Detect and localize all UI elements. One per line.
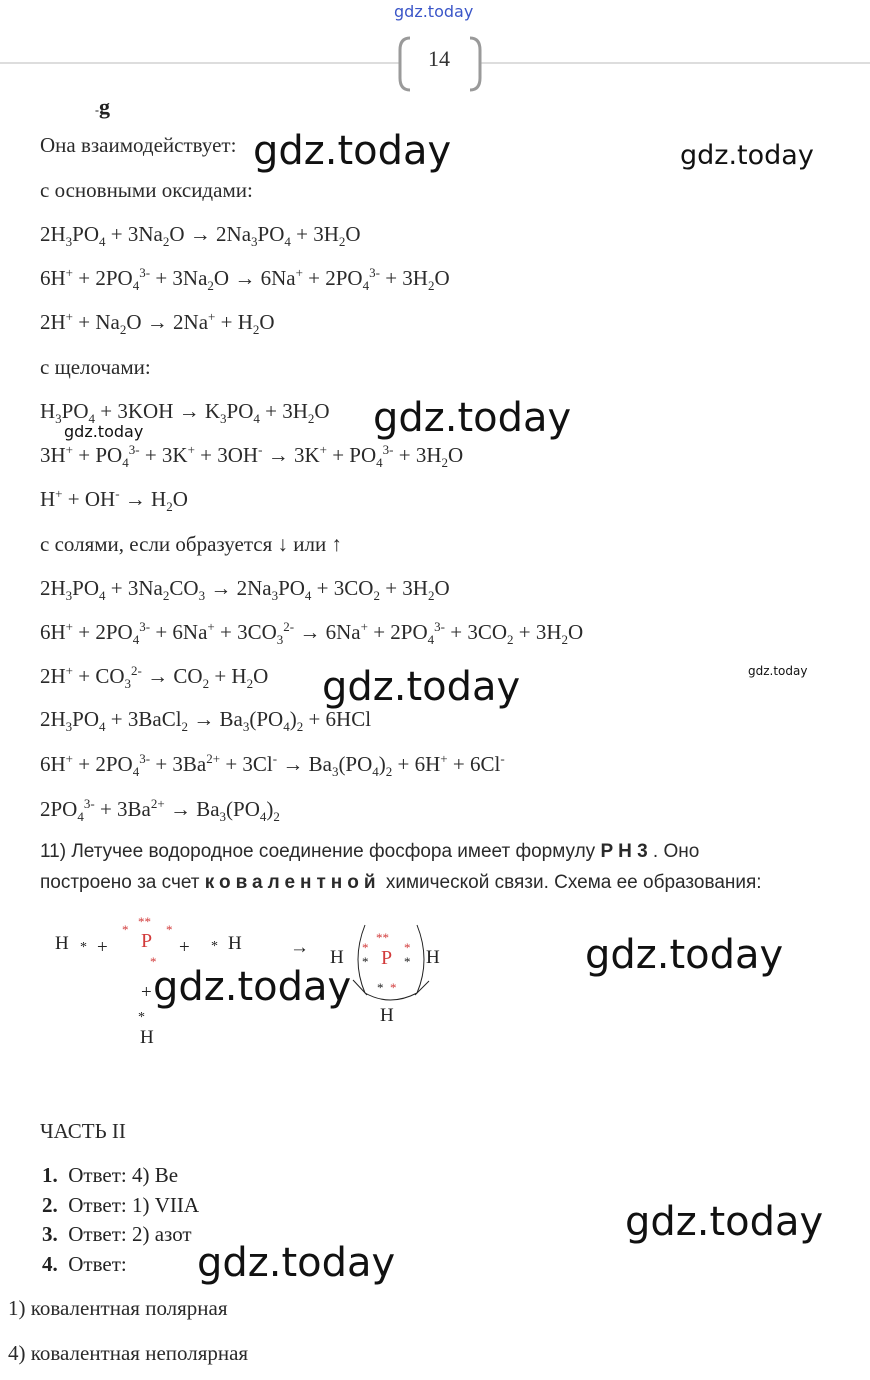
equation-1: $2H_3PO_4 + 3Na_2O \to 2Na_3PO_4 + 3H_2O$ bbox=[40, 222, 361, 250]
intro-text: Она взаимодействует: bbox=[40, 133, 237, 157]
equation-10: $2H_3PO_4$ + 3BaCl$_2$ → $Ba_3(PO_4)_2 + 6HCl$ bbox=[40, 707, 372, 735]
watermark: gdz.today bbox=[197, 1240, 396, 1286]
equation-6: $H^+ + OH^- \to H_2O$ bbox=[40, 486, 188, 515]
section-oxides: с основными оксидами: bbox=[40, 178, 253, 202]
watermark: gdz.today bbox=[373, 395, 572, 441]
section-letter: -g bbox=[95, 94, 110, 119]
equation-9: $2H^+ + CO_3^{2-} \to CO_2 + H_2O$ bbox=[40, 663, 269, 692]
equation-3: $2H^+ + Na_2O \to 2Na^+ + H_2O$ bbox=[40, 309, 275, 338]
equation-5: $3H^+ + PO_4^{3-} + 3K^+ + 3OH^- \to 3K^+ + PO_4^{3-} + 3H_2O$ bbox=[40, 442, 464, 471]
answer-item: 2. Ответ: 1) VIIA bbox=[42, 1193, 200, 1217]
q11-line2: построено за счет ковалентной химической связи. Схема ее образования: bbox=[40, 872, 762, 893]
watermark: gdz.today bbox=[153, 964, 352, 1010]
watermark: gdz.today bbox=[625, 1199, 824, 1245]
watermark: gdz.today bbox=[680, 140, 814, 171]
section-salts: с солями, если образуется ↓ или ↑ bbox=[40, 532, 342, 556]
watermark: gdz.today bbox=[253, 128, 452, 174]
watermark: gdz.today bbox=[64, 422, 144, 441]
page-number: 14 bbox=[428, 46, 450, 71]
watermark: gdz.today bbox=[322, 664, 521, 710]
equation-4: $H_3PO_4 + 3KOH \to K_3PO_4 + 3H_2O$ bbox=[40, 399, 330, 427]
answer-extra: 1) ковалентная полярная bbox=[8, 1296, 228, 1320]
equation-12: $2PO_4^{3-} + 3Ba^{2+} \to Ba_3(PO_4)_2$ bbox=[40, 796, 280, 825]
answer-item: 1. Ответ: 4) Be bbox=[42, 1163, 179, 1187]
section-alkali: с щелочами: bbox=[40, 355, 151, 379]
equation-7: $2H_3PO_4 + 3Na_2CO_3 \to 2Na_3PO_4 + 3CO_2 + 3H_2O$ bbox=[40, 576, 450, 604]
answer-item: 3. Ответ: 2) азот bbox=[42, 1222, 192, 1246]
equation-11: $6H^+ + 2PO_4^{3-} + 3Ba^{2+} + 3Cl^- \to Ba_3(PO_4)_2 + 6H^+ + 6Cl^-$ bbox=[40, 751, 505, 780]
q11-line1: 11) Летучее водородное соединение фосфора имеет формулу P H 3 . Оно bbox=[40, 841, 700, 862]
watermark: gdz.today bbox=[585, 932, 784, 978]
equation-8: $6H^+ + 2PO_4^{3-} + 6Na^+ + 3CO_3^{2-} \to 6Na^+ + 2PO_4^{3-} + 3CO_2 + 3H_2O$ bbox=[40, 619, 584, 648]
watermark: gdz.today bbox=[748, 664, 808, 678]
equation-2: $6H^+ + 2PO_4^{3-} + 3Na_2O \to 6Na^+ + 2PO_4^{3-} + 3H_2O$ bbox=[40, 265, 450, 294]
part2-title: ЧАСТЬ II bbox=[40, 1119, 126, 1143]
answer-extra: 4) ковалентная неполярная bbox=[8, 1341, 249, 1365]
answer-item: 4. Ответ: bbox=[42, 1252, 127, 1276]
ph3-scheme: H * + * ** P * * + * H + * H → H ** * * P * * * * H H bbox=[55, 914, 440, 1048]
top-watermark: gdz.today bbox=[394, 2, 474, 21]
